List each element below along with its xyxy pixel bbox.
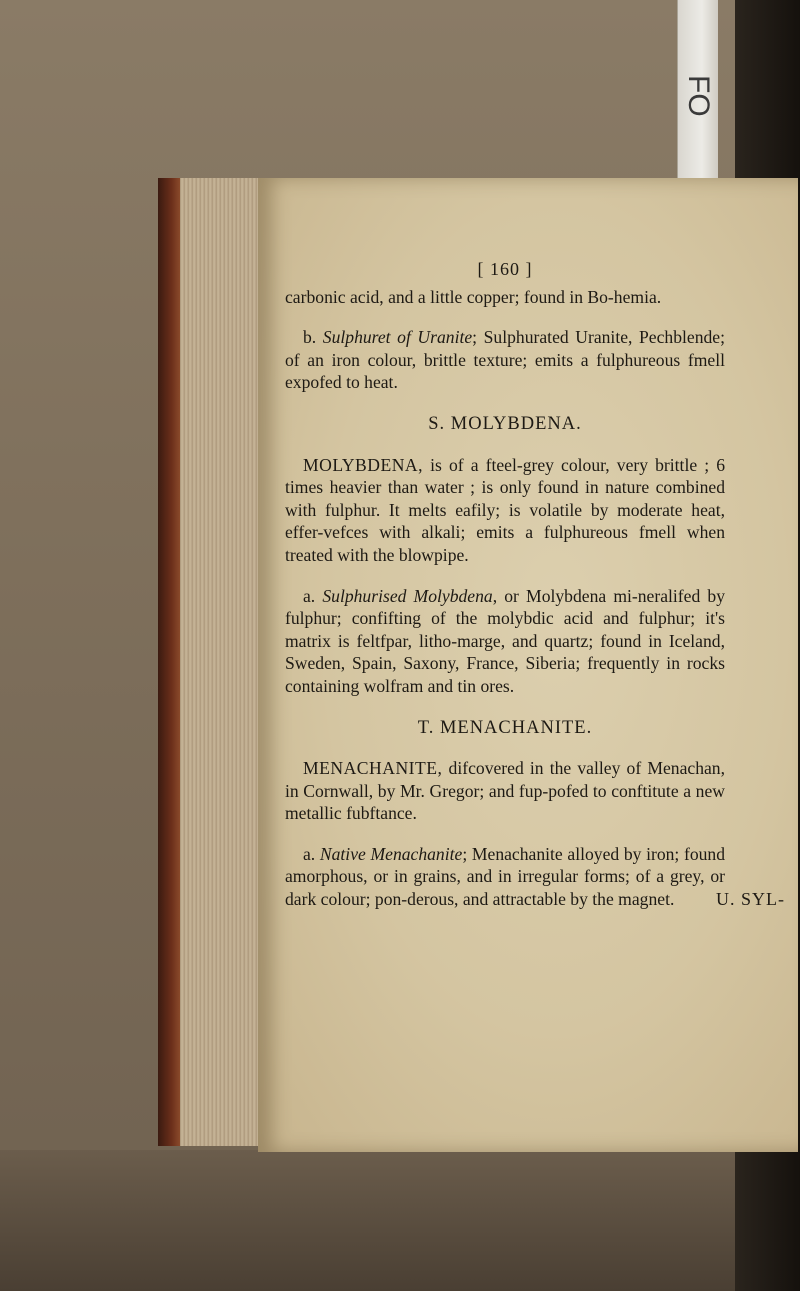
item-text: ; Menachanite alloyed by iron; found amorphous, or in grains, and in irregular forms; of a grey, or dark colour; pon-derous, and attractable by the magnet. — [285, 843, 726, 910]
item-text: , or Molybdena mi-neralifed by fulphur; confifting of the molybdic acid and fulphur; it's matrix is feltfpar, litho-marge, and quartz; found in Iceland, Sweden, Spain, Saxony, France, Siberia; frequently in rocks containing wolfram and tin ores. — [285, 585, 725, 696]
item-text: ; Sulphurated Uranite, Pechblende; of an iron colour, brittle texture; emits a fulphureous fmell expofed to heat. — [285, 327, 725, 393]
molybdena-paragraph — [285, 454, 725, 567]
sulphurised-molybdena-paragraph — [285, 585, 725, 698]
book-cover-edge — [158, 178, 180, 1146]
item-name: Sulphurised Molybdena — [322, 585, 493, 606]
catchword: U. SYL- — [716, 889, 785, 910]
section-heading-menachanite: T. MENACHANITE. — [417, 717, 593, 738]
continued-paragraph: carbonic acid, and a little copper; found in Bo-hemia. — [285, 286, 662, 307]
paragraph-text: difcovered in the valley of Menachan, in Cornwall, by Mr. Gregor; and fup-pofed to conftitute a new metallic fubftance. — [285, 758, 725, 824]
item-marker: a. — [303, 585, 316, 606]
item-name: Native Menachanite — [319, 843, 463, 864]
page-text — [285, 258, 800, 911]
paragraph-text: is of a fteel-grey colour, very brittle ; 6 times heavier than water ; is only found in nature combined with fulphur. It melts eafily; is volatile by moderate heat, effer-vefces with alkali; emits a fulphureous fmell when treated with the blowpipe. — [285, 454, 725, 565]
lead-name: MENACHANITE, — [303, 758, 443, 779]
section-heading-molybdena: S. MOLYBDENA. — [428, 413, 582, 434]
desk-shadow — [0, 1150, 800, 1291]
lead-name: MOLYBDENA, — [303, 454, 424, 475]
native-menachanite-paragraph — [285, 843, 725, 911]
item-name: Sulphuret of Uranite — [322, 327, 473, 348]
item-marker: b. — [303, 327, 317, 348]
item-marker: a. — [303, 843, 316, 864]
paper-tab-label: FO — [682, 75, 715, 117]
menachanite-paragraph — [285, 757, 725, 825]
sulphuret-paragraph — [285, 326, 725, 394]
page-number-header: [ 160 ] — [477, 259, 533, 279]
